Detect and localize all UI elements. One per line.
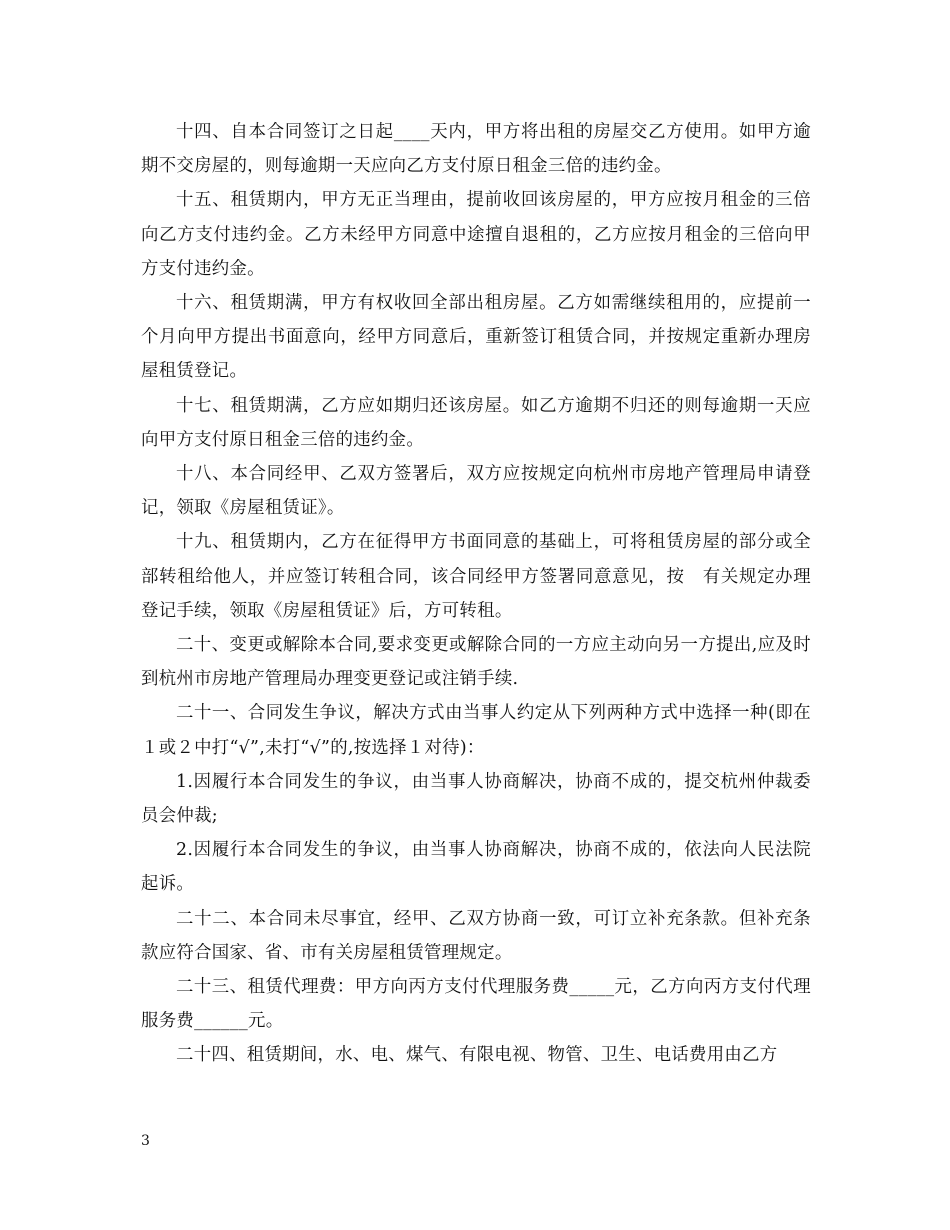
clause-22: 二十二、本合同未尽事宜，经甲、乙双方协商一致，可订立补充条款。但补充条款应符合国家、省、市有关房屋租赁管理规定。 (141, 908, 811, 963)
clause-14: 十四、自本合同签订之日起____天内，甲方将出租的房屋交乙方使用。如甲方逾期不交房屋的，则每逾期一天应向乙方支付原日租金三倍的违约金。 (141, 122, 811, 177)
clause-19: 十九、租赁期内，乙方在征得甲方书面同意的基础上，可将租赁房屋的部分或全部转租给他人，并应签订转租合同，该合同经甲方签署同意意见，按 有关规定办理登记手续，领取《房屋租赁证》后，方可转租。 (141, 532, 811, 621)
page-number: 3 (141, 1133, 150, 1149)
clause-17: 十七、租赁期满，乙方应如期归还该房屋。如乙方逾期不归还的则每逾期一天应向甲方支付原日租金三倍的违约金。 (141, 395, 811, 450)
clause-23: 二十三、租赁代理费：甲方向丙方支付代理服务费_____元，乙方向丙方支付代理服务费______元。 (141, 977, 811, 1032)
clause-18: 十八、本合同经甲、乙双方签署后，双方应按规定向杭州市房地产管理局申请登记，领取《房屋租赁证》。 (141, 464, 811, 519)
document-body (141, 115, 811, 1073)
clause-24: 二十四、租赁期间，水、电、煤气、有限电视、物管、卫生、电话费用由乙方 (176, 1045, 778, 1066)
clause-16: 十六、租赁期满，甲方有权收回全部出租房屋。乙方如需继续租用的，应提前一个月向甲方提出书面意向，经甲方同意后，重新签订租赁合同，并按规定重新办理房屋租赁登记。 (141, 293, 811, 382)
clause-20: 二十、变更或解除本合同,要求变更或解除合同的一方应主动向另一方提出,应及时到杭州市房地产管理局办理变更登记或注销手续. (141, 635, 811, 690)
clause-21-option-2: 2.因履行本合同发生的争议，由当事人协商解决，协商不成的，依法向人民法院起诉。 (141, 840, 811, 895)
clause-21: 二十一、合同发生争议，解决方式由当事人约定从下列两种方式中选择一种(即在１或２中打“√”,未打“√”的,按选择１对待)： (141, 703, 811, 758)
clause-15: 十五、租赁期内，甲方无正当理由，提前收回该房屋的，甲方应按月租金的三倍向乙方支付违约金。乙方未经甲方同意中途擅自退租的，乙方应按月租金的三倍向甲方支付违约金。 (141, 190, 811, 279)
clause-21-option-1: 1.因履行本合同发生的争议，由当事人协商解决，协商不成的，提交杭州仲裁委员会仲裁; (141, 771, 811, 827)
